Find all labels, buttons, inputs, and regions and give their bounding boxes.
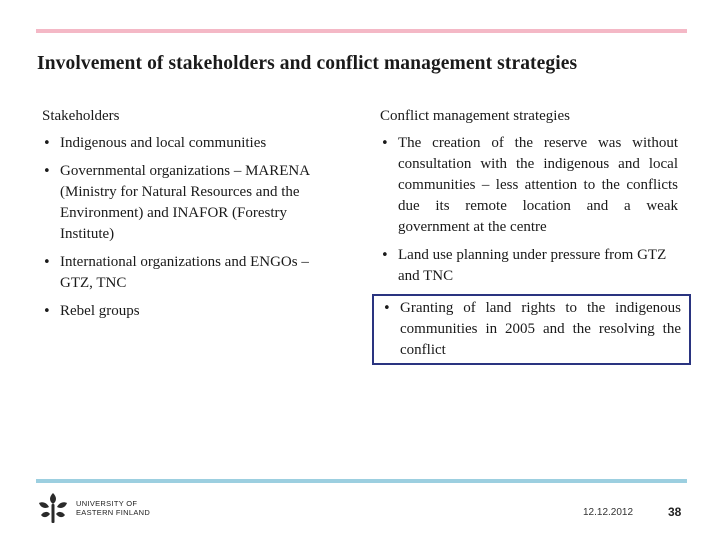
university-logo bbox=[36, 491, 150, 525]
list-item-text: Rebel groups bbox=[60, 303, 140, 319]
highlight-box bbox=[372, 294, 691, 365]
bullet-icon: • bbox=[381, 248, 389, 263]
logo-line-2: EASTERN FINLAND bbox=[76, 508, 151, 517]
page-number: 38 bbox=[668, 505, 682, 519]
bullet-icon: • bbox=[383, 301, 391, 316]
list-item-text: International organizations and ENGOs – GTZ, TNC bbox=[60, 254, 309, 291]
strategies-heading: Conflict management strategies bbox=[380, 108, 570, 124]
bullet-icon: • bbox=[43, 136, 51, 151]
logo-line-1: UNIVERSITY OF bbox=[76, 499, 138, 508]
logo-text bbox=[76, 499, 150, 517]
strategies-column bbox=[380, 106, 681, 365]
top-divider bbox=[36, 29, 687, 33]
list-item bbox=[42, 301, 327, 322]
list-item-text: Granting of land rights to the indigenous communities in 2005 and the resolving the conflict bbox=[400, 300, 681, 358]
list-item bbox=[382, 298, 681, 361]
list-item bbox=[380, 245, 678, 287]
bullet-icon: • bbox=[43, 304, 51, 319]
list-item-text: Land use planning under pressure from GTZ and TNC bbox=[398, 247, 667, 284]
list-item bbox=[380, 133, 678, 238]
footer-date: 12.12.2012 bbox=[583, 507, 634, 518]
bullet-icon: • bbox=[43, 164, 51, 179]
slide-title: Involvement of stakeholders and conflict management strategies bbox=[37, 53, 578, 74]
list-item bbox=[42, 161, 327, 245]
list-item-text: The creation of the reserve was without consultation with the indigenous and local communities – less attention to the conflicts due its remote location and a weak government at the centre bbox=[398, 135, 678, 235]
list-item-text: Indigenous and local communities bbox=[60, 135, 267, 151]
list-item bbox=[42, 252, 327, 294]
bottom-divider bbox=[36, 479, 687, 483]
bullet-icon: • bbox=[43, 255, 51, 270]
list-item-text: Governmental organizations – MARENA (Ministry for Natural Resources and the Environment) and INAFOR (Forestry Institute) bbox=[60, 163, 310, 242]
university-logo-icon bbox=[36, 491, 70, 525]
list-item bbox=[42, 133, 327, 154]
stakeholders-list bbox=[42, 133, 327, 322]
stakeholders-column bbox=[42, 106, 327, 329]
strategies-list bbox=[380, 133, 678, 287]
bullet-icon: • bbox=[381, 136, 389, 151]
stakeholders-heading: Stakeholders bbox=[42, 108, 120, 124]
